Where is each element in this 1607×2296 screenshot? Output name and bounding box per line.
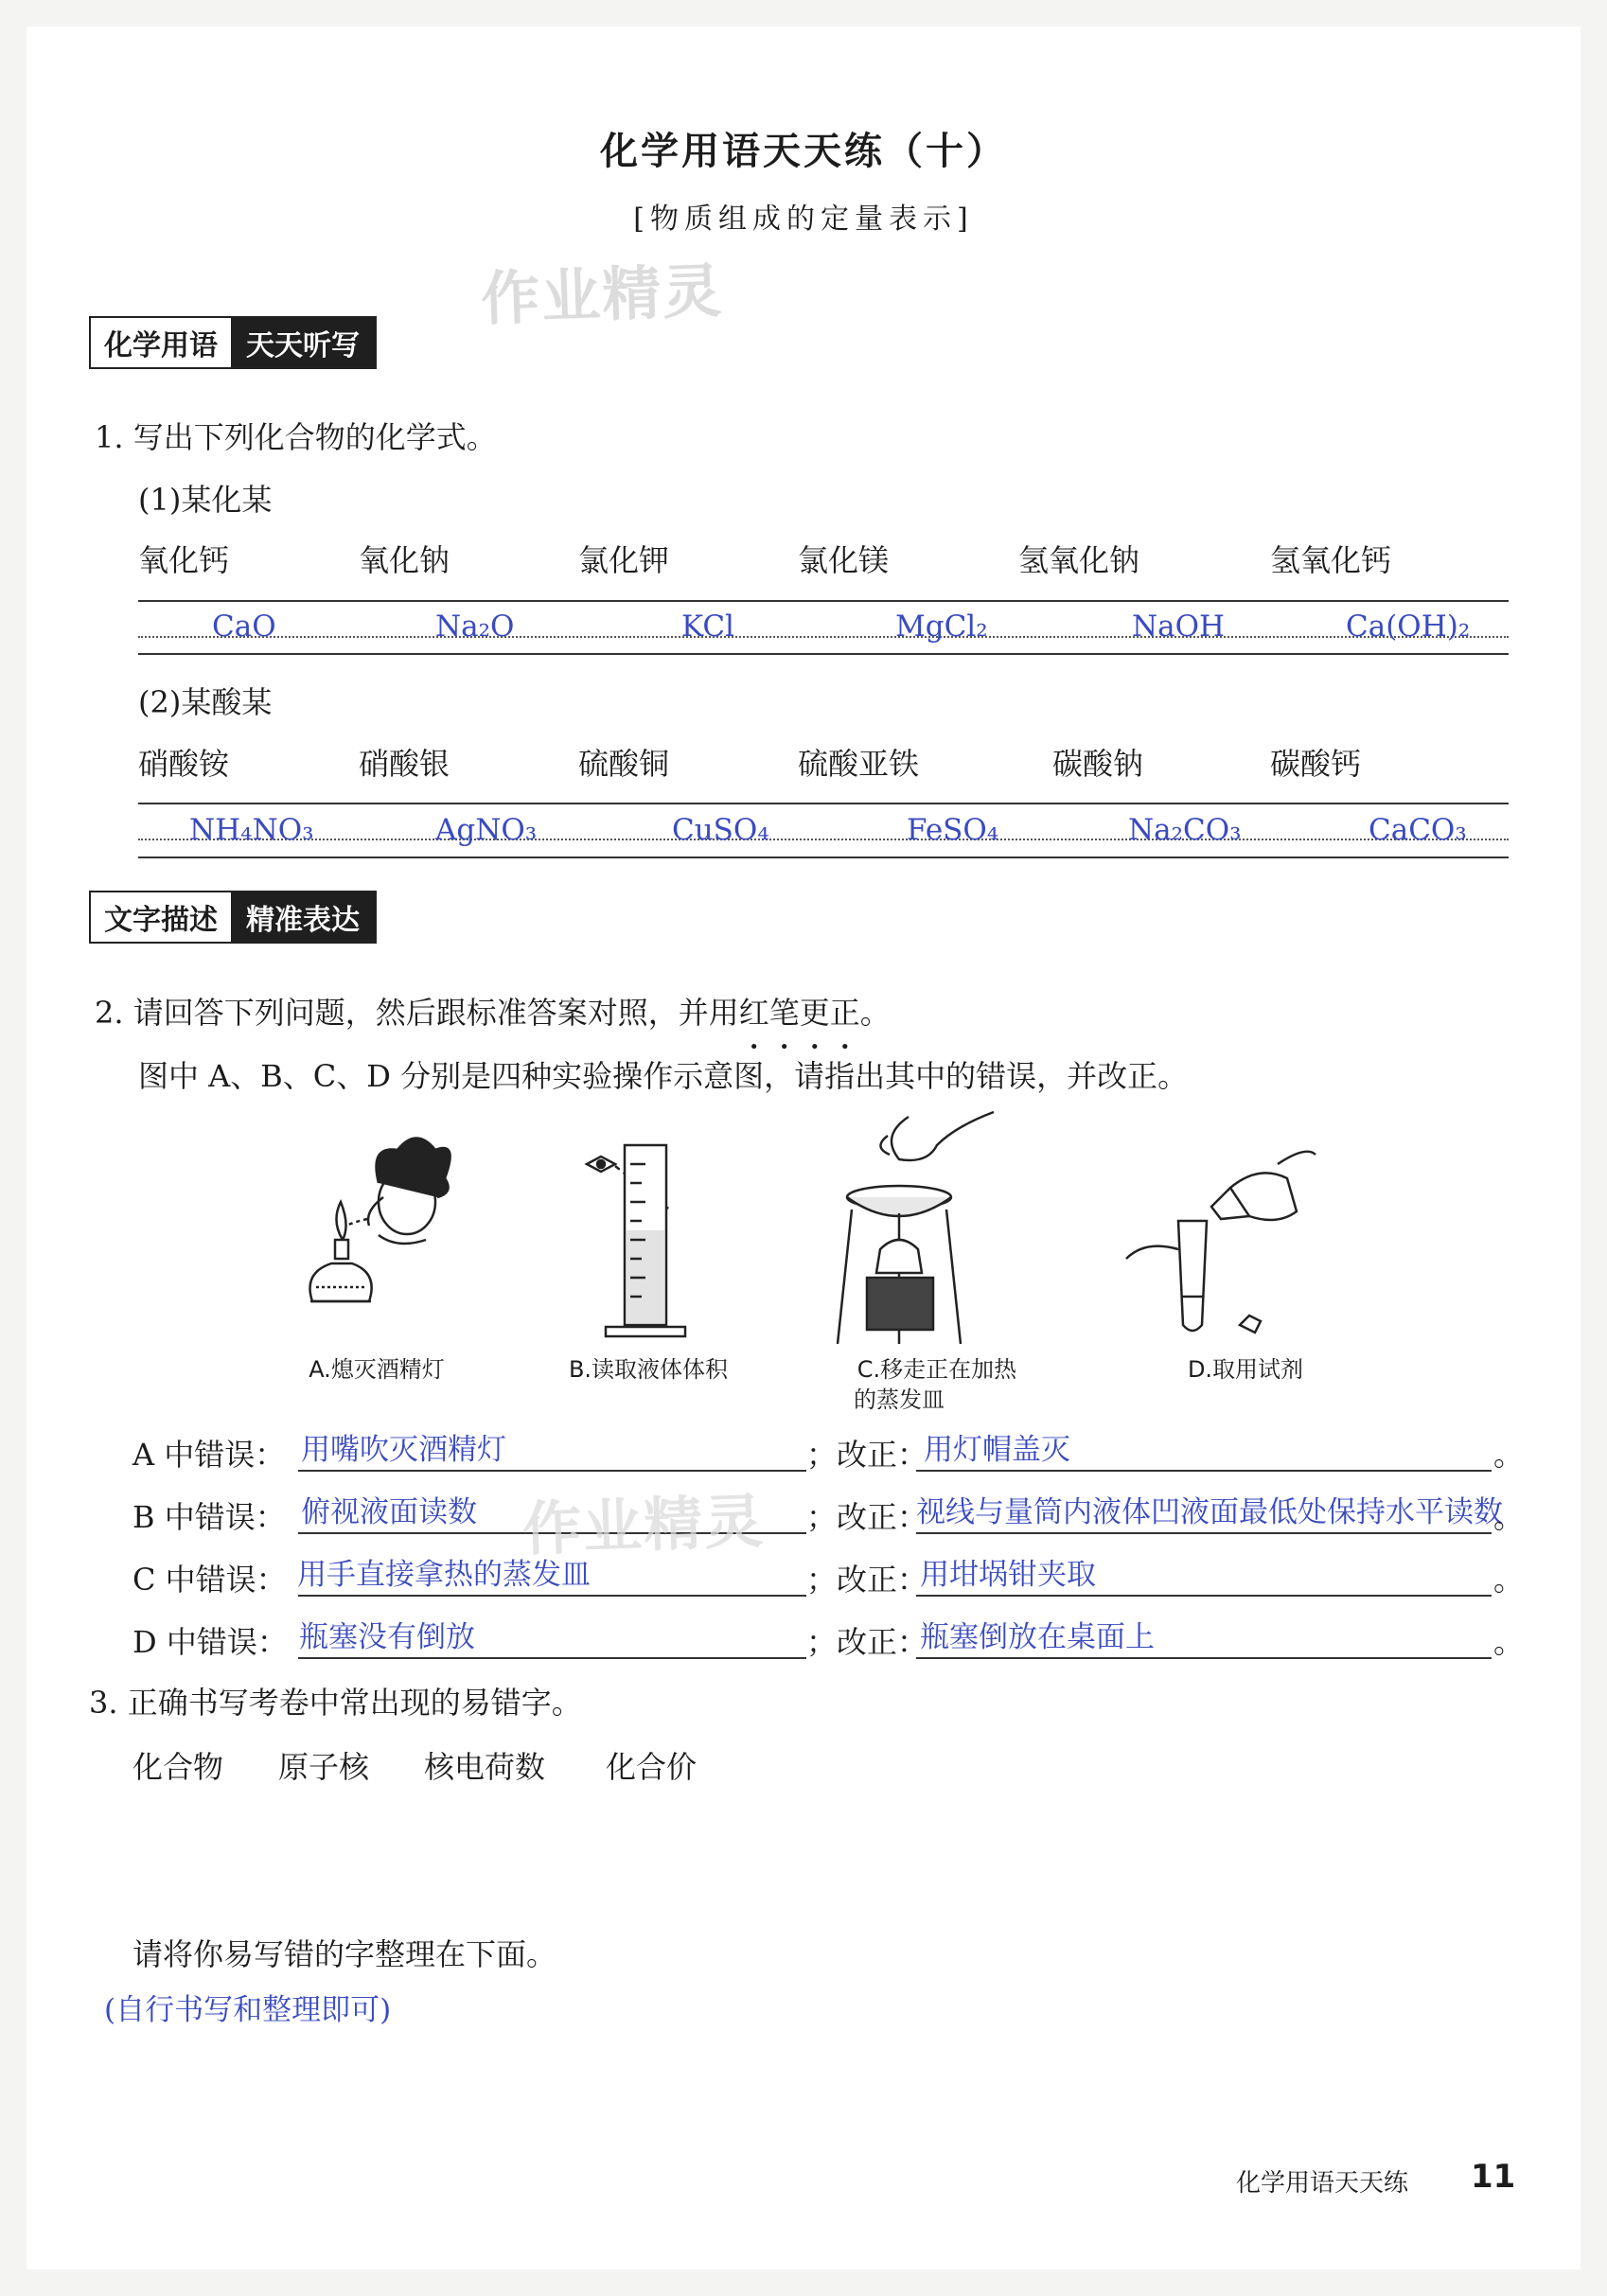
compound-name: 氢氧化钠 [1018, 542, 1140, 578]
question-2-prompt [95, 989, 891, 1033]
error-prone-word: 核电荷数 [424, 1749, 546, 1785]
formula-answer: NH₄NO₃ [189, 813, 314, 847]
answer-dotted-line [138, 839, 1509, 840]
prompt-end: 。 [859, 995, 891, 1031]
compound-name: 氯化镁 [798, 542, 890, 578]
compound-name: 碳酸钠 [1052, 746, 1144, 782]
illustration-caption-d: D.取用试剂 [1187, 1356, 1304, 1383]
illustration-caption-c: C.移走正在加热 [856, 1356, 1017, 1383]
answer-underline [916, 1595, 1492, 1597]
answer-box-bottom [138, 653, 1509, 655]
fix-answer-a: 用灯帽盖灭 [924, 1433, 1070, 1467]
fix-label-c: ；改正： [806, 1562, 928, 1598]
experiment-illustrations [274, 1107, 1334, 1363]
error-prone-word: 化合价 [606, 1749, 698, 1785]
compound-name: 硫酸铜 [578, 746, 670, 782]
compound-name: 硝酸银 [359, 746, 450, 782]
banner-tag: 天天听写 [231, 318, 375, 367]
formula-answer: Na₂CO₃ [1128, 813, 1242, 847]
test-tube-illustration [1126, 1152, 1316, 1333]
illustration-caption-a: A.熄灭酒精灯 [309, 1356, 445, 1383]
section-banner-dictation [89, 316, 377, 369]
formula-answer: CaCO₃ [1369, 813, 1467, 847]
formula-answer: CaO [212, 609, 276, 644]
fix-answer-d: 瓶塞倒放在桌面上 [920, 1620, 1155, 1654]
compound-name: 氯化钾 [578, 542, 670, 578]
question-1-part2-label: (2)某酸某 [138, 684, 273, 720]
answer-underline [298, 1470, 806, 1472]
answer-underline [916, 1532, 1492, 1534]
page-title: 化学用语天天练（十） [600, 130, 1007, 173]
formula-answer: Na₂O [435, 609, 515, 644]
question-3-prompt: 3. 正确书写考卷中常出现的易错字。 [89, 1685, 582, 1721]
measuring-cylinder-illustration [587, 1145, 685, 1336]
prompt-text: 2. 请回答下列问题，然后跟标准答案对照，并用 [95, 995, 739, 1031]
formula-answer: MgCl₂ [895, 609, 988, 644]
compound-name: 硫酸亚铁 [798, 746, 920, 782]
error-answer-a: 用嘴吹灭酒精灯 [301, 1433, 506, 1467]
error-label-c: C 中错误： [132, 1562, 287, 1598]
error-label-b: B 中错误： [132, 1499, 286, 1535]
formula-answer: KCl [681, 609, 734, 644]
error-answer-c: 用手直接拿热的蒸发皿 [297, 1558, 591, 1592]
illustration-caption-c-cont: 的蒸发皿 [854, 1386, 945, 1413]
answer-dotted-line [138, 636, 1509, 638]
formula-answer: NaOH [1132, 609, 1226, 644]
error-label-a: A 中错误： [132, 1437, 286, 1473]
formula-answer: AgNO₃ [435, 813, 538, 847]
alcohol-lamp-illustration [310, 1139, 450, 1302]
banner-tag: 精准表达 [231, 892, 375, 942]
formula-answer: Ca(OH)₂ [1346, 609, 1471, 644]
question-3-answer: (自行书写和整理即可) [104, 1993, 392, 2027]
fix-answer-c: 用坩埚钳夹取 [920, 1558, 1096, 1592]
illustration-caption-b: B.读取液体体积 [568, 1356, 729, 1383]
section-banner-expression [89, 891, 377, 944]
end-mark: 。 [1493, 1562, 1525, 1598]
fix-label-a: ；改正： [806, 1437, 928, 1473]
banner-label: 化学用语 [104, 329, 218, 362]
error-prone-word: 化合物 [132, 1749, 224, 1785]
fix-label-b: ；改正： [806, 1499, 928, 1535]
compound-name: 碳酸钙 [1270, 746, 1362, 782]
fix-answer-b: 视线与量筒内液体凹液面最低处保持水平读数 [916, 1495, 1503, 1529]
answer-box-top [138, 803, 1509, 804]
footer-label: 化学用语天天练 [1236, 2169, 1409, 2198]
answer-underline [916, 1657, 1492, 1659]
watermark: 作业精灵 [479, 256, 725, 334]
evaporating-dish-illustration [838, 1112, 994, 1344]
question-2-description: 图中 A、B、C、D 分别是四种实验操作示意图，请指出其中的错误，并改正。 [138, 1058, 1189, 1094]
answer-underline [298, 1595, 806, 1597]
page-subtitle: [物质组成的定量表示] [633, 203, 974, 236]
compound-name: 氧化钙 [138, 542, 230, 578]
emphasis-char: 更 [799, 995, 830, 1031]
error-answer-d: 瓶塞没有倒放 [299, 1620, 475, 1654]
emphasis-char: 红 [738, 995, 769, 1031]
question-3-instruction: 请将你易写错的字整理在下面。 [132, 1936, 557, 1972]
question-1-prompt: 1. 写出下列化合物的化学式。 [95, 419, 497, 455]
banner-label: 文字描述 [104, 904, 218, 937]
answer-underline [916, 1470, 1492, 1472]
emphasis-char: 笔 [768, 995, 800, 1031]
answer-underline [298, 1657, 806, 1659]
compound-name: 氢氧化钙 [1270, 542, 1392, 578]
emphasis-char: 正 [829, 995, 860, 1031]
fix-label-d: ；改正： [806, 1624, 928, 1660]
compound-name: 氧化钠 [359, 542, 450, 578]
formula-answer: FeSO₄ [907, 813, 999, 847]
error-label-d: D 中错误： [132, 1624, 288, 1660]
error-answer-b: 俯视液面读数 [301, 1495, 477, 1529]
answer-box-bottom [138, 857, 1509, 858]
error-prone-word: 原子核 [278, 1749, 370, 1785]
watermark: 作业精灵 [521, 1486, 767, 1564]
page-number: 11 [1471, 2158, 1516, 2196]
compound-name: 硝酸铵 [138, 746, 230, 782]
question-1-part1-label: (1)某化某 [138, 482, 273, 518]
end-mark: 。 [1493, 1624, 1525, 1660]
answer-box-top [138, 600, 1509, 602]
formula-answer: CuSO₄ [672, 813, 769, 847]
end-mark: 。 [1493, 1437, 1525, 1473]
end-mark: 。 [1493, 1499, 1525, 1535]
